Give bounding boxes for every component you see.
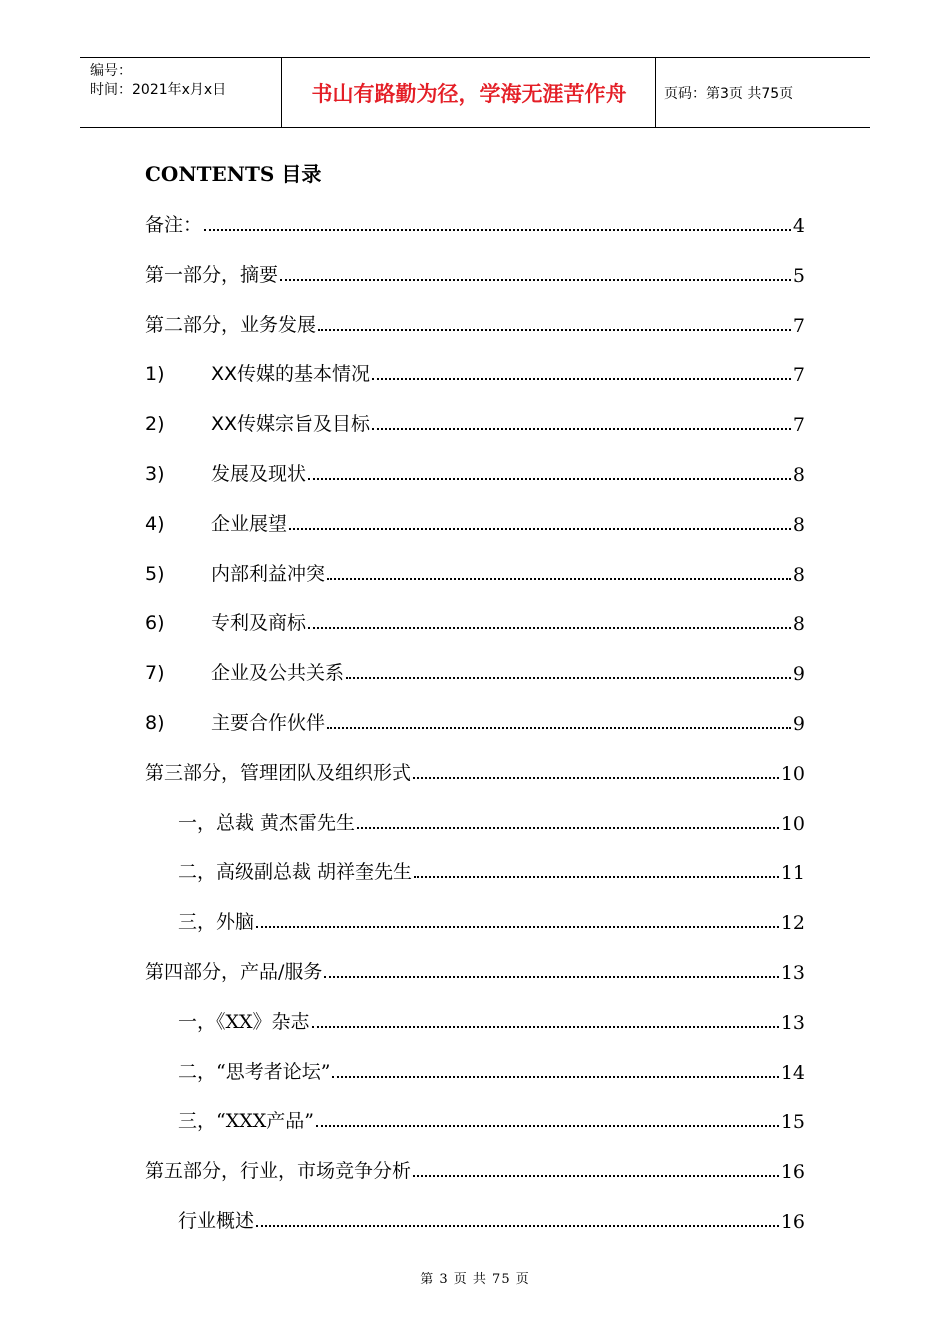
toc-entry-page: 15 bbox=[780, 1111, 805, 1133]
time-label: 时间：2021年x月x日 bbox=[90, 82, 227, 98]
toc-entry[interactable] bbox=[145, 657, 805, 685]
toc-entry-text: 一，《XX》杂志 bbox=[178, 1011, 310, 1033]
toc-entry-text: 企业展望 bbox=[211, 513, 288, 535]
page-header bbox=[80, 57, 870, 128]
toc-entry-page: 16 bbox=[780, 1211, 805, 1233]
toc-entry-page: 10 bbox=[780, 813, 805, 835]
toc-entry[interactable] bbox=[145, 209, 805, 237]
toc-entry[interactable] bbox=[145, 259, 805, 287]
toc-entry-number: 7) bbox=[145, 662, 165, 684]
header-meta bbox=[90, 62, 226, 100]
toc-entry-number: 6) bbox=[145, 612, 165, 634]
toc-entry-page: 8 bbox=[792, 464, 805, 486]
toc-entry-text: 主要合作伙伴 bbox=[211, 712, 326, 734]
toc-entry[interactable] bbox=[145, 408, 805, 436]
toc-entry-page: 10 bbox=[780, 763, 805, 785]
toc-entry-page: 11 bbox=[780, 862, 805, 884]
dot-leader bbox=[318, 329, 791, 331]
toc-entry-label bbox=[145, 509, 287, 536]
toc-entry-page: 7 bbox=[792, 315, 805, 337]
toc-entry-number: 4) bbox=[145, 513, 165, 535]
toc-entry-label bbox=[145, 210, 202, 237]
toc-entry-page: 13 bbox=[780, 962, 805, 984]
toc-entry-text: 行业概述 bbox=[178, 1210, 255, 1232]
toc-entry-label bbox=[145, 658, 344, 685]
dot-leader bbox=[357, 827, 779, 829]
toc-entry-text: XX传媒的基本情况 bbox=[211, 363, 371, 385]
toc-entry-page: 5 bbox=[792, 265, 805, 287]
toc-entry[interactable] bbox=[145, 1155, 805, 1183]
dot-leader bbox=[324, 976, 778, 978]
toc-entry-label bbox=[178, 1206, 254, 1233]
toc-entry[interactable] bbox=[145, 558, 805, 586]
toc-entry-page: 9 bbox=[792, 663, 805, 685]
toc-entry-text: 三，外脑 bbox=[178, 911, 255, 933]
toc-entry[interactable] bbox=[178, 1105, 805, 1133]
header-motto: 书山有路勤为径，学海无涯苦作舟 bbox=[311, 81, 627, 106]
toc-entry-text: 专利及商标 bbox=[211, 612, 307, 634]
toc-entry-label bbox=[145, 1156, 411, 1183]
toc-entry[interactable] bbox=[178, 906, 805, 934]
toc-entry-label bbox=[145, 409, 370, 436]
dot-leader bbox=[256, 926, 779, 928]
toc-entry-label bbox=[178, 1007, 310, 1034]
toc-entry-page: 14 bbox=[780, 1062, 805, 1084]
toc-entry-text: 第三部分，管理团队及组织形式 bbox=[145, 762, 412, 784]
toc-entry-text: 发展及现状 bbox=[211, 463, 307, 485]
toc-entry-page: 16 bbox=[780, 1161, 805, 1183]
toc-entry-label bbox=[178, 857, 412, 884]
toc-entry[interactable] bbox=[145, 707, 805, 735]
toc-entry-label bbox=[145, 459, 306, 486]
toc-entry[interactable] bbox=[145, 956, 805, 984]
toc-entry-label bbox=[145, 359, 370, 386]
toc-entry-label bbox=[178, 1057, 330, 1084]
toc-entry[interactable] bbox=[145, 757, 805, 785]
page-footer: 第 3 页 共 75 页 bbox=[420, 1272, 530, 1287]
toc-entry-page: 7 bbox=[792, 364, 805, 386]
toc-entry-label bbox=[145, 260, 278, 287]
toc-entry[interactable] bbox=[145, 309, 805, 337]
toc-entry-text: 三，“XXX产品” bbox=[178, 1110, 315, 1132]
toc-entry-text: 二，“思考者论坛” bbox=[178, 1061, 331, 1083]
dot-leader bbox=[308, 478, 791, 480]
toc-entry-page: 8 bbox=[792, 613, 805, 635]
header-page-info: 页码：第3页 共75页 bbox=[664, 85, 794, 102]
dot-leader bbox=[413, 777, 779, 779]
toc-entry-page: 7 bbox=[792, 414, 805, 436]
toc-entry-text: 第五部分，行业，市场竞争分析 bbox=[145, 1160, 412, 1182]
toc-entry[interactable] bbox=[178, 1205, 805, 1233]
toc-entry-number: 1) bbox=[145, 363, 165, 385]
toc-entry-text: 第四部分，产品/服务 bbox=[145, 961, 323, 983]
toc-entry-label bbox=[145, 559, 325, 586]
toc-entry-label bbox=[145, 758, 411, 785]
toc-entry[interactable] bbox=[145, 458, 805, 486]
toc-entry-label bbox=[145, 957, 322, 984]
dot-leader bbox=[289, 528, 791, 530]
dot-leader bbox=[280, 279, 791, 281]
toc-entry-text: XX传媒宗旨及目标 bbox=[211, 413, 371, 435]
toc-entry-number: 3) bbox=[145, 463, 165, 485]
toc-entry-page: 12 bbox=[780, 912, 805, 934]
dot-leader bbox=[332, 1076, 778, 1078]
dot-leader bbox=[327, 727, 791, 729]
toc-entry-page: 8 bbox=[792, 514, 805, 536]
toc-entry-number: 2) bbox=[145, 413, 165, 435]
toc-entry-text: 一，总裁 黄杰雷先生 bbox=[178, 812, 356, 834]
toc-entry[interactable] bbox=[178, 856, 805, 884]
toc-entry-label bbox=[178, 1106, 314, 1133]
toc-entry[interactable] bbox=[178, 1056, 805, 1084]
dot-leader bbox=[308, 627, 791, 629]
dot-leader bbox=[256, 1225, 779, 1227]
dot-leader bbox=[327, 578, 791, 580]
dot-leader bbox=[372, 378, 791, 380]
toc-entry-page: 13 bbox=[780, 1012, 805, 1034]
toc-entry-text: 第一部分，摘要 bbox=[145, 264, 279, 286]
dot-leader bbox=[312, 1026, 779, 1028]
dot-leader bbox=[372, 428, 791, 430]
toc-entry-text: 备注： bbox=[145, 214, 203, 236]
toc-entry-label bbox=[178, 907, 254, 934]
toc-entry-text: 二，高级副总裁 胡祥奎先生 bbox=[178, 861, 413, 883]
doc-number-label: 编号： bbox=[90, 63, 132, 79]
dot-leader bbox=[414, 876, 779, 878]
toc-entry-number: 8) bbox=[145, 712, 165, 734]
toc-entry[interactable] bbox=[145, 508, 805, 536]
toc-entry[interactable] bbox=[178, 807, 805, 835]
toc-entry-page: 9 bbox=[792, 713, 805, 735]
toc-entry-text: 内部利益冲突 bbox=[211, 563, 326, 585]
toc-entry-number: 5) bbox=[145, 563, 165, 585]
toc-entry[interactable] bbox=[145, 358, 805, 386]
toc-entry-label bbox=[178, 808, 355, 835]
dot-leader bbox=[204, 229, 791, 231]
toc-entry-label bbox=[145, 310, 316, 337]
dot-leader bbox=[413, 1175, 779, 1177]
toc-entry[interactable] bbox=[178, 1006, 805, 1034]
toc-entry-label bbox=[145, 608, 306, 635]
toc-entry-text: 企业及公共关系 bbox=[211, 662, 345, 684]
toc-title: CONTENTS 目录 bbox=[145, 162, 322, 186]
toc-entry-text: 第二部分，业务发展 bbox=[145, 314, 317, 336]
dot-leader bbox=[346, 677, 791, 679]
dot-leader bbox=[316, 1125, 779, 1127]
toc-entry-page: 8 bbox=[792, 564, 805, 586]
toc-entry-page: 4 bbox=[792, 215, 805, 237]
toc-entry-label bbox=[145, 708, 325, 735]
toc-entry[interactable] bbox=[145, 607, 805, 635]
